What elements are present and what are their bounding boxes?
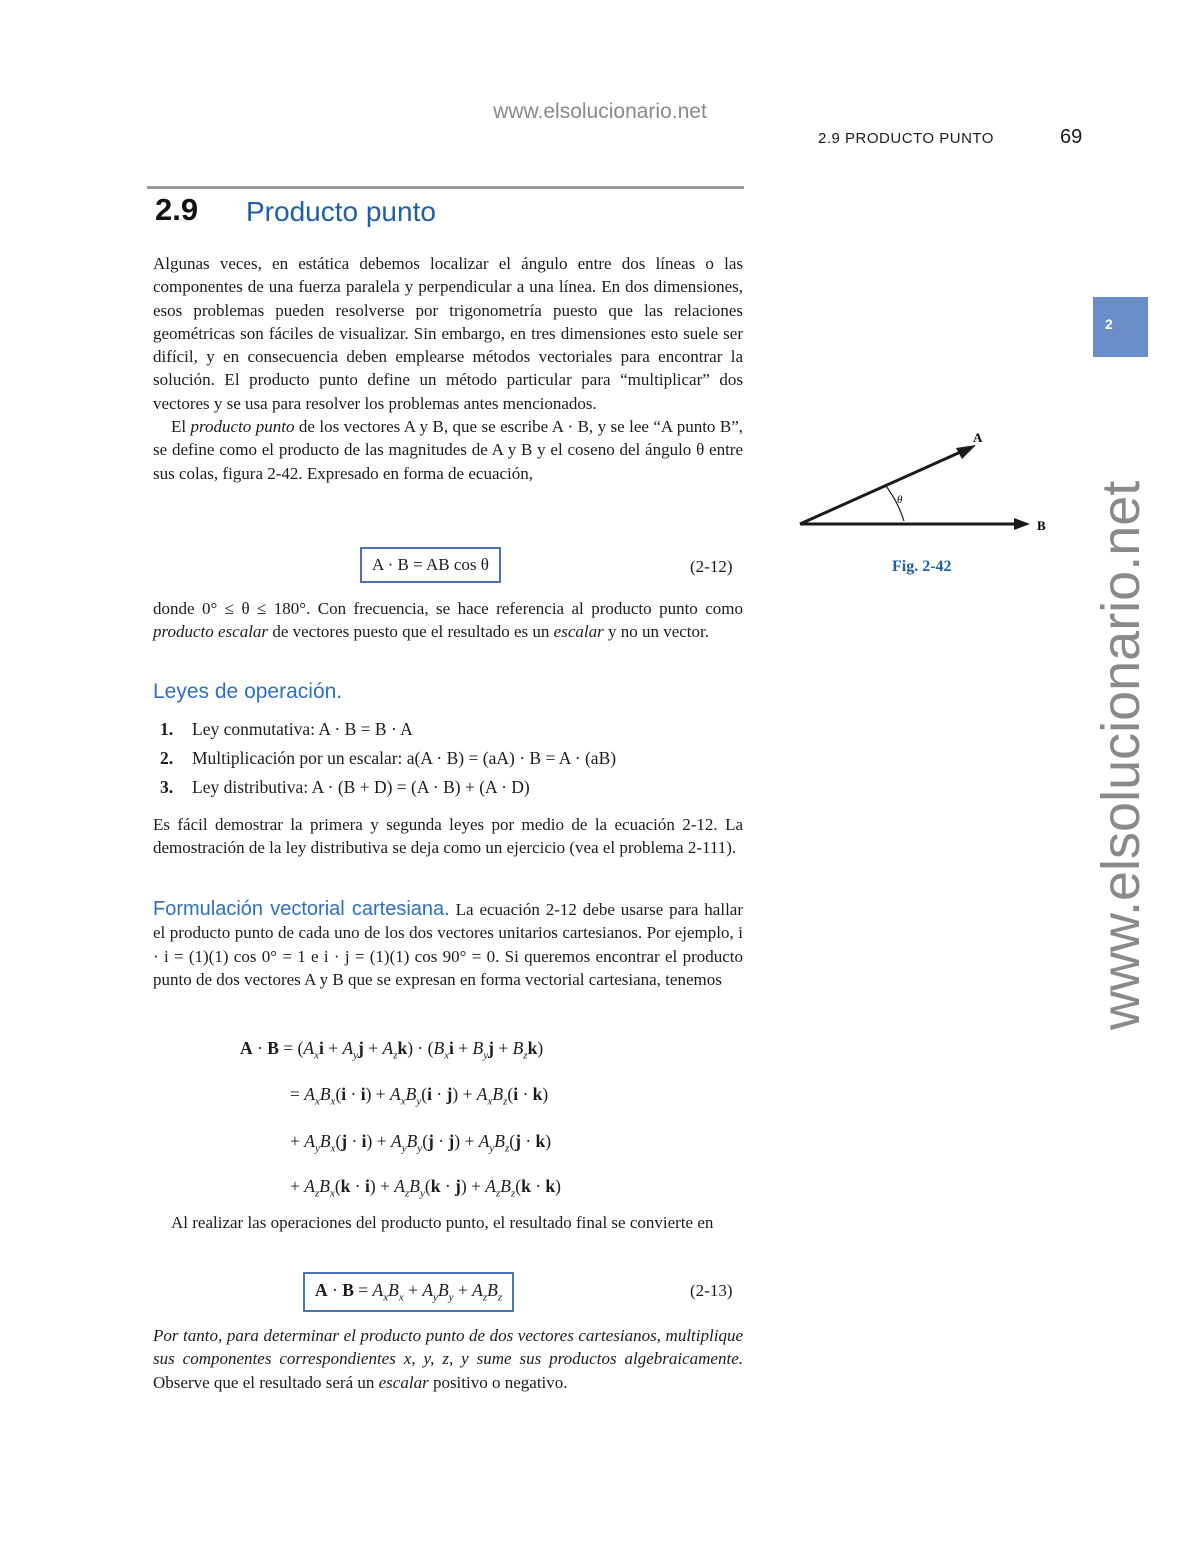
chapter-tab: 2: [1093, 297, 1148, 357]
vector-b-arrowhead: [1014, 518, 1030, 530]
figure-2-42: [790, 420, 1060, 540]
definition-text-2: de los vectores A y B, que se escribe A · B, y se lee “A punto B”, se define como el producto de las magnitudes de A y B y el coseno del ángulo θ entre sus colas, figura 2-42. Expresado en forma de ecuación,: [153, 417, 743, 483]
cartesian-paragraph: [153, 898, 743, 991]
law-item-1: [160, 719, 413, 740]
definition-paragraph: [153, 415, 743, 485]
side-watermark: www.elsolucionario.net: [1091, 480, 1151, 1030]
law-number: 1.: [160, 719, 174, 739]
law-item-3: [160, 777, 530, 798]
label-theta: θ: [897, 494, 903, 506]
running-head: 2.9 PRODUCTO PUNTO: [818, 130, 994, 147]
intro-block: [153, 252, 743, 485]
after-eq-text-3: y no un vector.: [603, 622, 710, 642]
section-title: Producto punto: [246, 196, 436, 227]
after-eq-text-2: de vectores puesto que el resultado es un: [268, 622, 554, 642]
conclusion-italic: Por tanto, para determinar el producto punto de dos vectores cartesianos, multiplique sus componentes correspondientes x, y, z, y sume sus productos algebraicamente.: [153, 1326, 743, 1369]
definition-text-1: El: [171, 417, 191, 437]
vector-a-arrowhead: [956, 445, 976, 459]
after-eq-text-1: donde 0° ≤ θ ≤ 180°. Con frecuencia, se hace referencia al producto punto como: [153, 599, 743, 618]
after-eq-term-2: escalar: [553, 622, 604, 642]
conclusion-paragraph: [153, 1324, 743, 1394]
conclusion-block: [153, 1324, 743, 1394]
equation-2-12-number: (2-12): [690, 557, 733, 576]
law-number: 2.: [160, 748, 174, 768]
after-eq-term-1: producto escalar: [153, 622, 269, 642]
conclusion-rest: Observe que el resultado será un: [153, 1372, 379, 1392]
law-text: Multiplicación por un escalar: a(A · B) = (aA) · B = A · (aB): [192, 748, 617, 768]
after-eq-block: [153, 597, 743, 644]
laws-note-block: [153, 813, 743, 860]
law-item-2: [160, 748, 616, 769]
laws-note: Es fácil demostrar la primera y segunda leyes por medio de la ecuación 2-12. La demostración de la ley distributiva se deja como un ejercicio (vea el problema 2-111).: [153, 815, 743, 858]
label-a: A: [973, 430, 983, 445]
law-text: Ley conmutativa: A · B = B · A: [192, 719, 413, 739]
laws-heading: Leyes de operación.: [153, 680, 343, 703]
section-rule: [147, 186, 744, 189]
figure-caption: Fig. 2-42: [892, 558, 952, 575]
formula-line-1: $A \cdot B = (A_xi + A_yj + A_zk) \cdot (B_xi + B_yj + B_zk)$: [240, 1038, 544, 1062]
result-intro-block: [153, 1211, 743, 1234]
definition-term: producto punto: [190, 417, 295, 437]
formula-line-2: = $A_xB_x(i \cdot i) + A_xB_y(i \cdot j) + A_xB_z(i \cdot k)$: [290, 1084, 549, 1108]
law-text: Ley distributiva: A · (B + D) = (A · B) + (A · D): [192, 777, 530, 797]
cartesian-heading: Formulación vectorial cartesiana.: [153, 898, 450, 920]
section-number: 2.9: [155, 192, 199, 227]
conclusion-end: positivo o negativo.: [428, 1372, 568, 1392]
intro-paragraph: Algunas veces, en estática debemos localizar el ángulo entre dos líneas o las componentes de una fuerza paralela y perpendicular a una línea. En dos dimensiones, esos problemas pueden resolverse por trigonometría puesto que las relaciones geométricas son fáciles de visualizar. Sin embargo, en tres dimensiones esto suele ser difícil, y en consecuencia deben emplearse métodos vectoriales para encontrar la solución. El producto punto define un método particular para “multiplicar” dos vectores y se usa para resolver los problemas antes mencionados.: [153, 254, 743, 413]
cartesian-block: [153, 898, 743, 991]
header-watermark: www.elsolucionario.net: [493, 100, 707, 123]
equation-2-12-box: [360, 547, 501, 583]
conclusion-term: escalar: [378, 1372, 429, 1392]
label-b: B: [1037, 518, 1046, 533]
formula-line-4: + $A_zB_x(k \cdot i) + A_zB_y(k \cdot j) + A_zB_z(k \cdot k)$: [290, 1176, 561, 1200]
after-eq-paragraph: [153, 597, 743, 644]
equation-2-13-box: $A \cdot B = A_xB_x + A_yB_y + A_zB_z$: [303, 1272, 514, 1312]
formula-line-3: + $A_yB_x(j \cdot i) + A_yB_y(j \cdot j) + A_yB_z(j \cdot k)$: [290, 1131, 552, 1155]
page-number: 69: [1060, 126, 1083, 148]
cartesian-text: La ecuación 2-12 debe usarse para hallar el producto punto de cada uno de los dos vectores unitarios cartesianos. Por ejemplo, i · i = (1)(1) cos 0° = 1 e i · j = (1)(1) cos 90° = 0. Si queremos encontrar el producto punto de dos vectores A y B que se expresan en forma vectorial cartesiana, tenemos: [153, 900, 743, 989]
equation-2-12: A · B = AB cos θ: [372, 555, 489, 574]
equation-2-13-number: (2-13): [690, 1281, 733, 1300]
result-intro: Al realizar las operaciones del producto punto, el resultado final se convierte en: [171, 1213, 714, 1232]
law-number: 3.: [160, 777, 174, 797]
vector-a-line: [800, 450, 965, 524]
